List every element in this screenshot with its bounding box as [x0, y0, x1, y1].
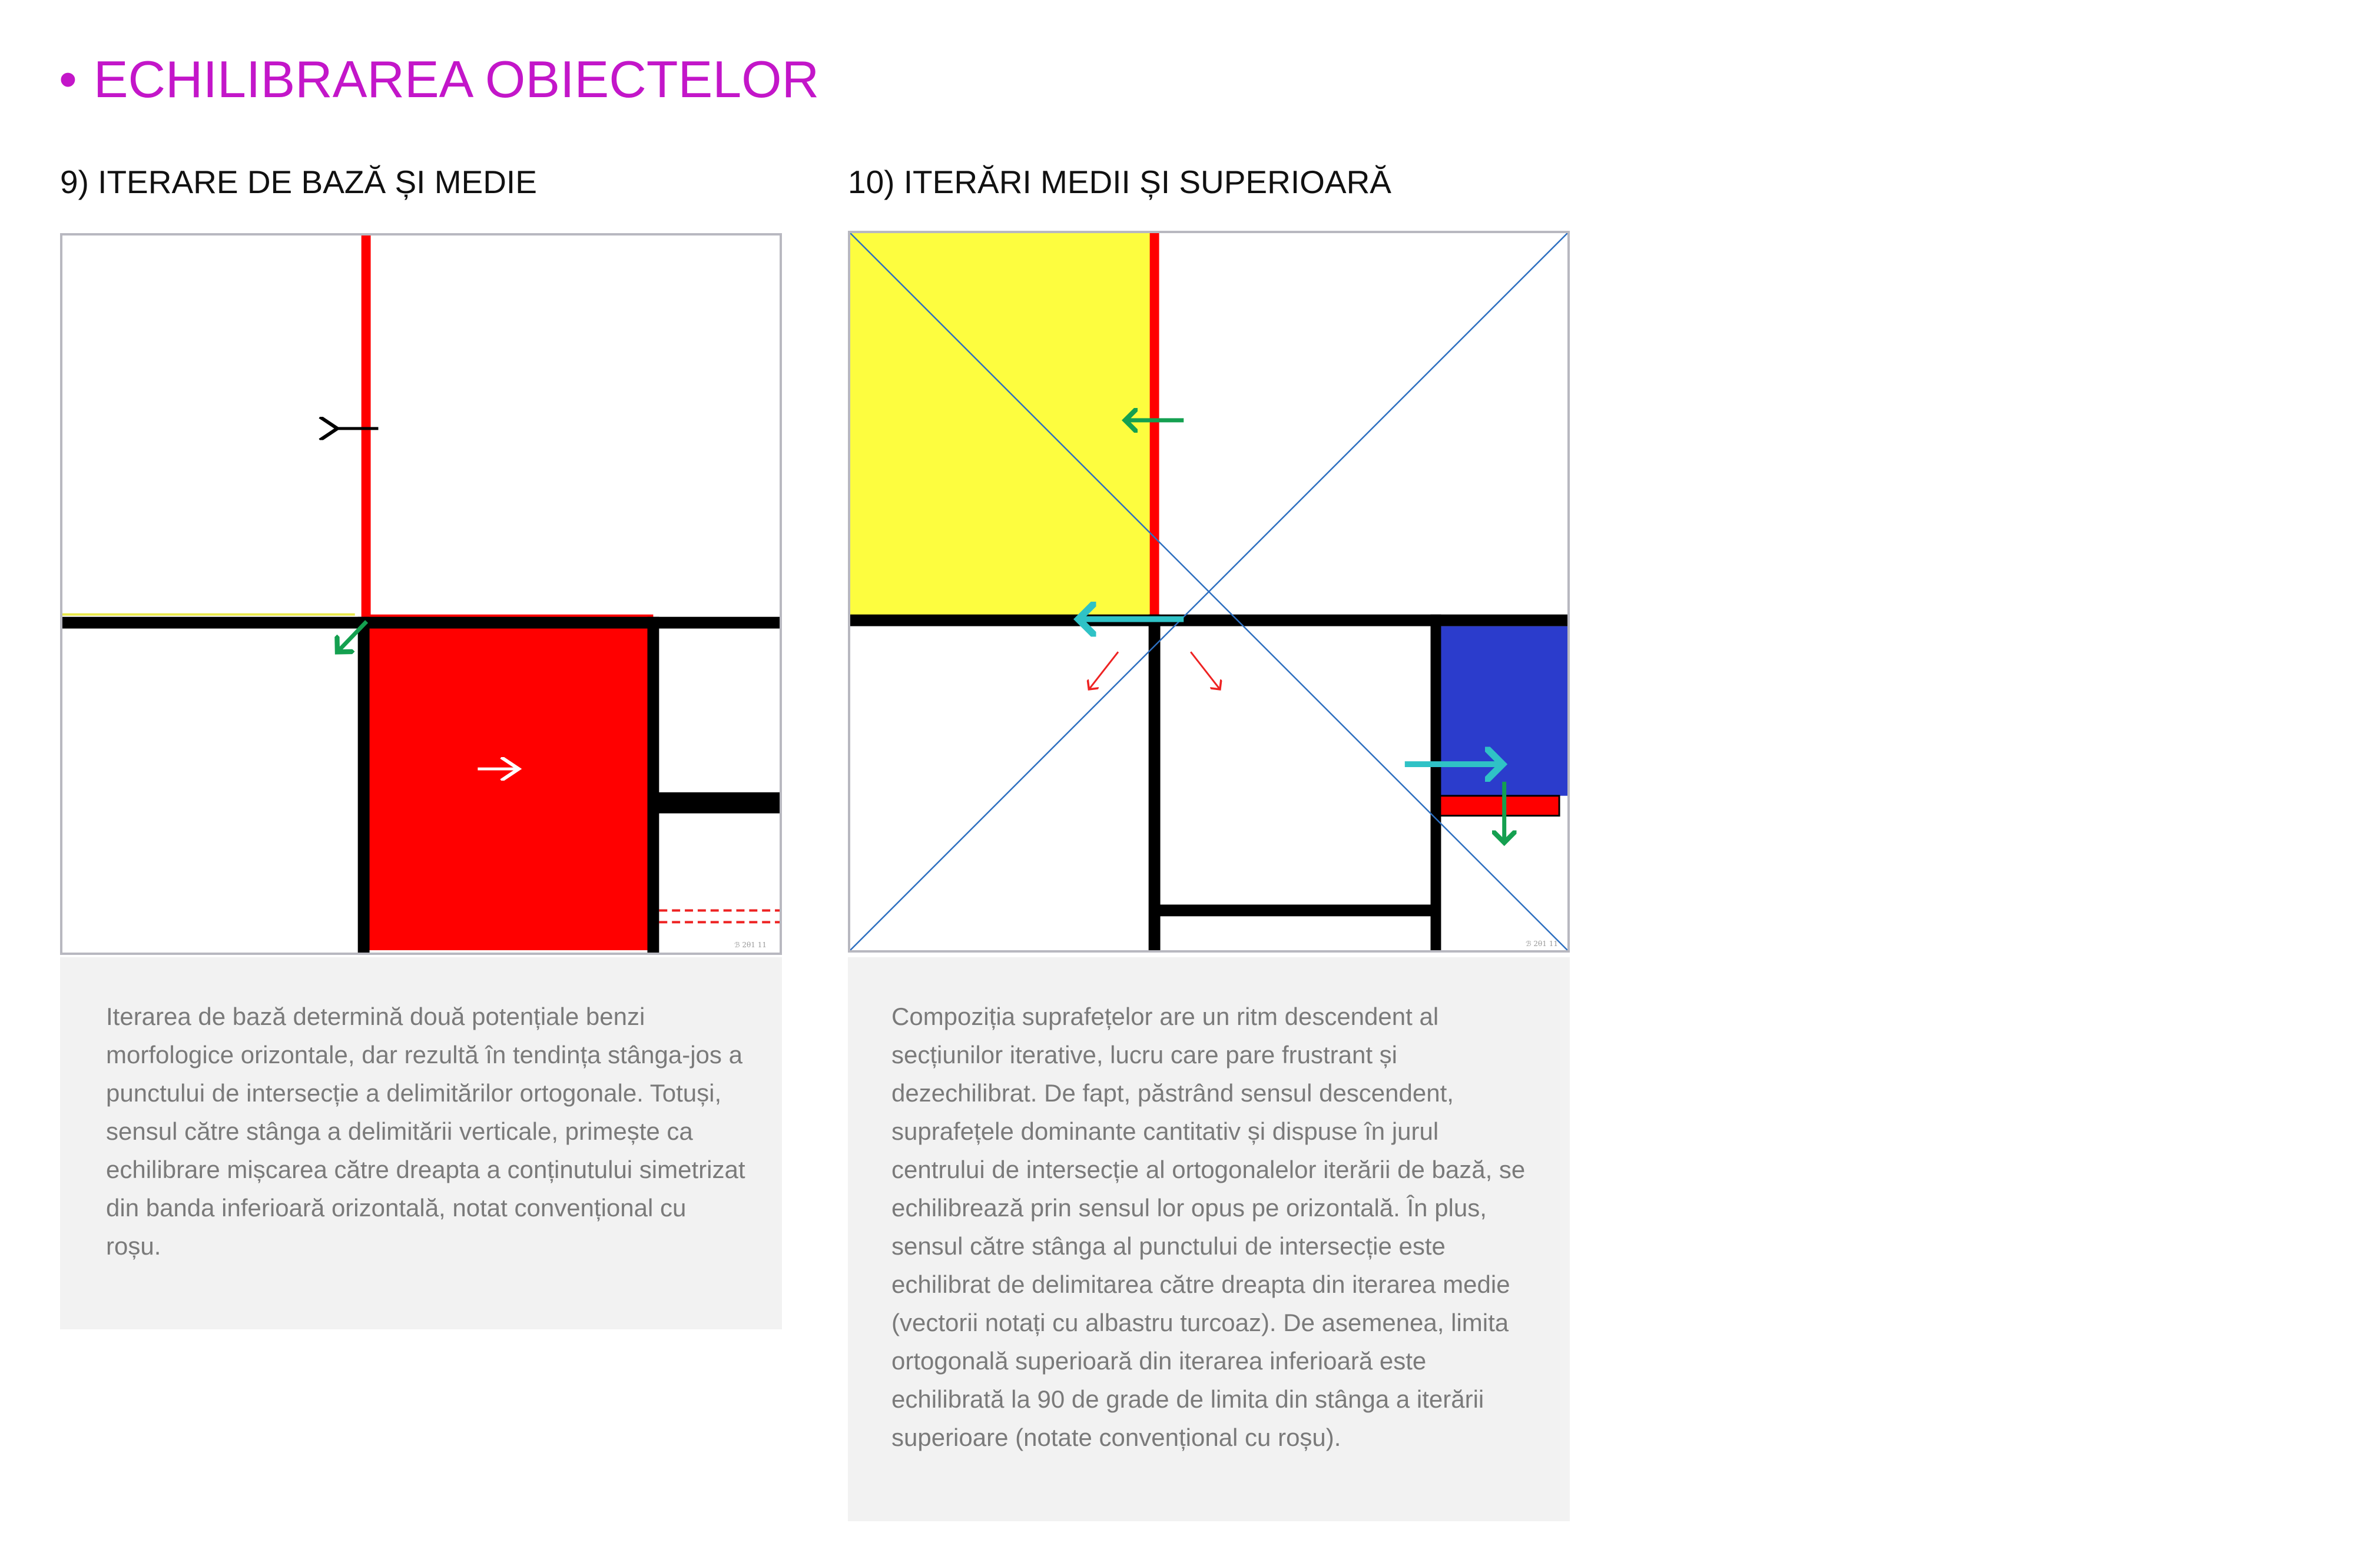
red-diag-arrow-left [1089, 652, 1118, 689]
red-small-band [1438, 796, 1559, 816]
left-signature: ℬ 2θ1 11 [734, 941, 767, 949]
lower-black-line [1155, 905, 1437, 917]
vertical-black-line-right [1431, 615, 1441, 950]
right-composition-drawing [850, 233, 1567, 950]
right-caption [848, 957, 1570, 1521]
right-composition [848, 231, 1570, 953]
horizontal-black-line [62, 617, 780, 629]
vertical-black-line-right [647, 617, 659, 953]
right-heading: 10) ITERĂRI MEDII ȘI SUPERIOARĂ [848, 164, 1391, 200]
red-vertical-band [362, 235, 371, 617]
left-caption [60, 957, 782, 1329]
yellow-block [850, 233, 1151, 617]
title-text: ECHILIBRAREA OBIECTELOR [93, 50, 820, 108]
title-bullet: • [59, 50, 77, 108]
left-heading: 9) ITERARE DE BAZĂ ȘI MEDIE [60, 164, 537, 200]
red-block [364, 615, 654, 950]
vertical-black-line-center [1149, 615, 1161, 950]
vertical-black-line-lower [358, 617, 370, 953]
right-caption-text: Compoziția suprafețelor are un ritm descendent al secțiunilor iterative, lucru care pare frustrant și dezechilibrat. De fapt, păstrând sensul descendent, suprafețele dominante cantitativ și dispuse în jurul centrului de intersecție al ortogonalelor iterării de bază, se echilibrează prin sensul lor opus pe orizontală. În plus, sensul către stânga al punctului de intersecție este echilibrat de delimitarea către dreapta din iterarea medie (vectorii notați cu albastru turcoaz). De asemenea, limita ortogonală superioară din iterarea inferioară este echilibrată la 90 de grade de limita din stânga a iterării superioare (notate convențional cu roșu). [891, 1003, 1526, 1451]
left-composition [60, 233, 782, 955]
short-black-bar [653, 792, 780, 814]
horizontal-black-line [850, 615, 1567, 626]
right-signature: ℬ 2θ1 11 [1526, 940, 1558, 948]
red-vertical-band [1150, 233, 1159, 617]
red-diag-arrow-right [1191, 652, 1220, 689]
page-title [59, 48, 819, 111]
left-composition-drawing [62, 235, 780, 953]
blue-block [1438, 626, 1567, 796]
left-caption-text: Iterarea de bază determină două potențiale benzi morfologice orizontale, dar rezultă în tendința stânga-jos a punctului de intersecție a delimitărilor ortogonale. Totuși, sensul către stânga a delimitării verticale, primește ca echilibrare mișcarea către dreapta a conținutului simetrizat din banda inferioară orizontală, notat convențional cu roșu. [106, 1003, 745, 1260]
